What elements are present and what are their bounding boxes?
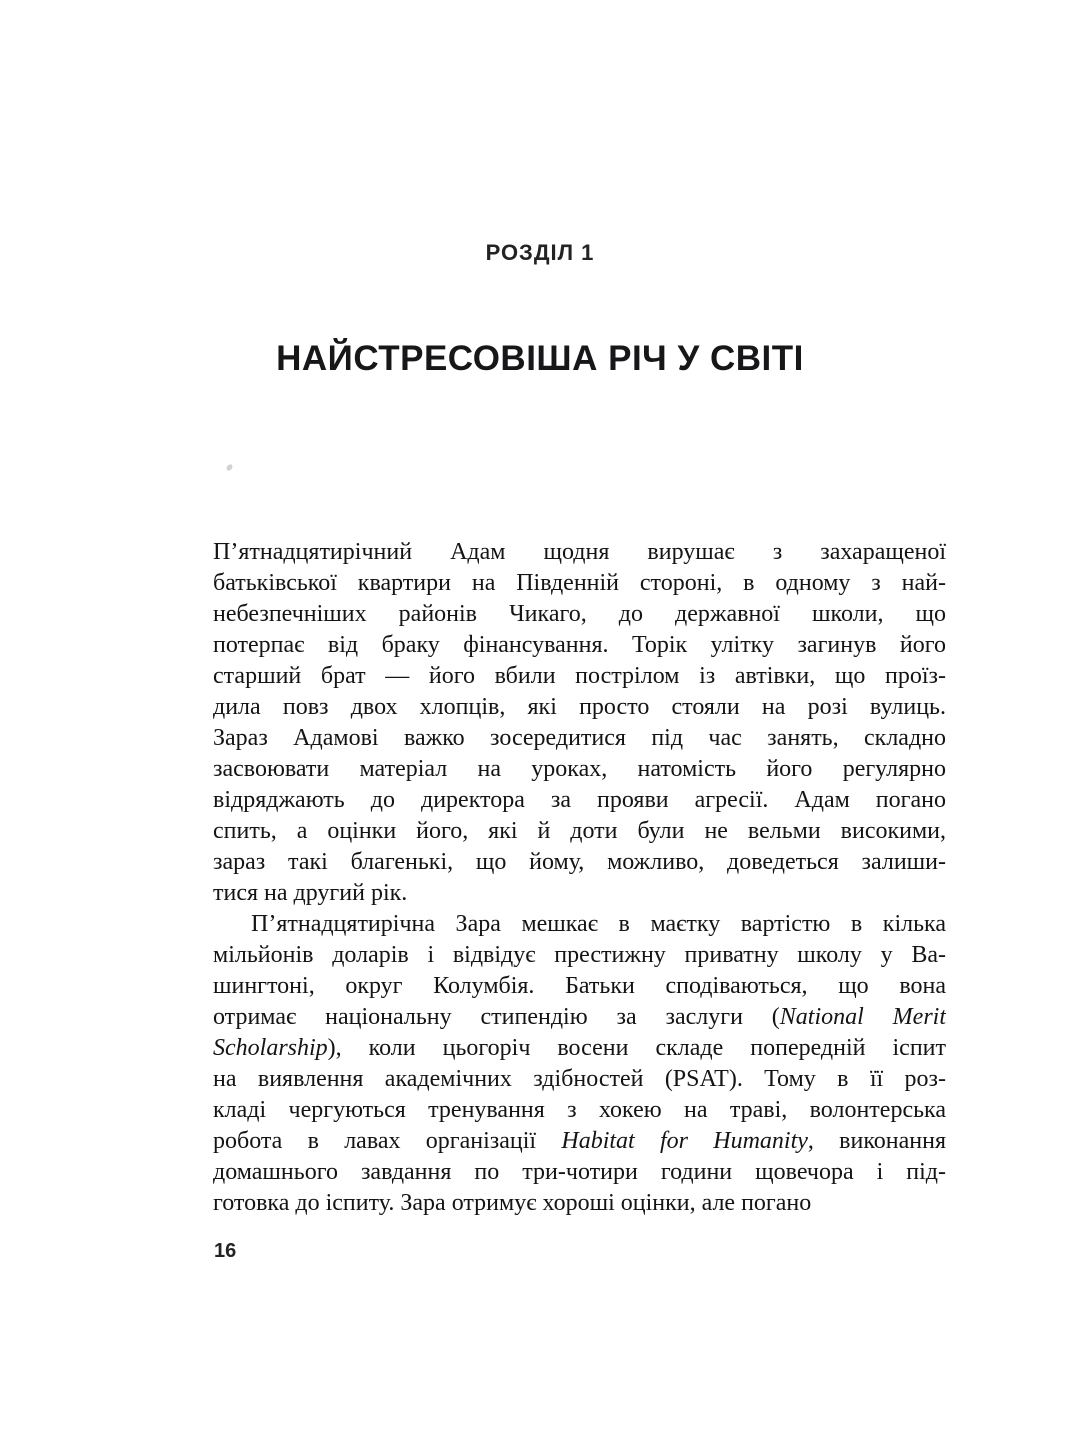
text-segment: відряджають до директора за прояви агресії. Адам погано (213, 787, 946, 813)
text-segment: на виявлення академічних здібностей (PSAT). Тому в її роз- (213, 1066, 946, 1092)
text-segment: спить, а оцінки його, які й доти були не вельми високими, (213, 818, 946, 844)
text-segment: батьківської квартири на Південній стороні, в одному з най- (213, 570, 946, 596)
text-segment: робота в лавах організації (213, 1128, 562, 1154)
text-segment: потерпає від браку фінансування. Торік улітку загинув його (213, 632, 946, 658)
page-number: 16 (214, 1240, 237, 1262)
body-text (213, 537, 946, 1219)
body-line (213, 1157, 946, 1188)
text-segment: кладі чергуються тренування з хокею на траві, волонтерська (213, 1097, 946, 1123)
text-segment: П’ятнадцятирічна Зара мешкає в маєтку вартістю в кілька (251, 911, 946, 937)
text-segment: П’ятнадцятирічний Адам щодня вирушає з захаращеної (213, 539, 946, 565)
body-line (213, 785, 946, 816)
text-segment: дила повз двох хлопців, які просто стояли на розі вулиць. (213, 694, 946, 720)
text-segment: Зараз Адамові важко зосередитися під час занять, складно (213, 725, 946, 751)
body-line (213, 878, 946, 909)
body-line (213, 1002, 946, 1033)
body-line (213, 537, 946, 568)
body-line (213, 847, 946, 878)
body-line (213, 940, 946, 971)
text-segment: мільйонів доларів і відвідує престижну приватну школу у Ва- (213, 942, 946, 968)
body-line (213, 1064, 946, 1095)
paragraph (213, 909, 946, 1219)
body-line (213, 971, 946, 1002)
text-segment: готовка до іспиту. Зара отримує хороші оцінки, але погано (213, 1190, 812, 1216)
text-segment: зараз такі благенькі, що йому, можливо, доведеться залиши- (213, 849, 946, 875)
body-line (213, 754, 946, 785)
scan-artifact (225, 463, 233, 472)
text-segment: шингтоні, округ Колумбія. Батьки сподіваються, що вона (213, 973, 946, 999)
body-line (213, 1033, 946, 1064)
text-segment: , виконання (807, 1128, 946, 1154)
body-line (213, 661, 946, 692)
paragraph (213, 537, 946, 909)
text-segment: ), коли цьогоріч восени складе попередній іспит (327, 1035, 946, 1061)
italic-text: Habitat for Humanity (561, 1128, 808, 1154)
body-line (213, 1095, 946, 1126)
body-line (213, 692, 946, 723)
body-line (213, 630, 946, 661)
body-line (213, 1188, 946, 1219)
text-segment: старший брат — його вбили пострілом із автівки, що проїз- (213, 663, 946, 689)
text-segment: небезпечніших районів Чикаго, до державної школи, що (213, 601, 946, 627)
text-segment: засвоювати матеріал на уроках, натомість його регулярно (213, 756, 946, 782)
text-segment: тися на другий рік. (213, 880, 408, 906)
chapter-title: НАЙСТРЕСОВІША РІЧ У СВІТІ (276, 339, 804, 378)
chapter-kicker: РОЗДІЛ 1 (485, 240, 595, 265)
body-line (213, 909, 946, 940)
text-segment: домашнього завдання по три-чотири години щовечора і під- (213, 1159, 946, 1185)
text-segment: отримає національну стипендію за заслуги ( (213, 1004, 780, 1030)
body-line (213, 568, 946, 599)
body-line (213, 816, 946, 847)
body-line (213, 723, 946, 754)
body-line (213, 1126, 946, 1157)
italic-text: National Merit (779, 1004, 946, 1030)
italic-text: Scholarship (213, 1035, 328, 1061)
body-line (213, 599, 946, 630)
